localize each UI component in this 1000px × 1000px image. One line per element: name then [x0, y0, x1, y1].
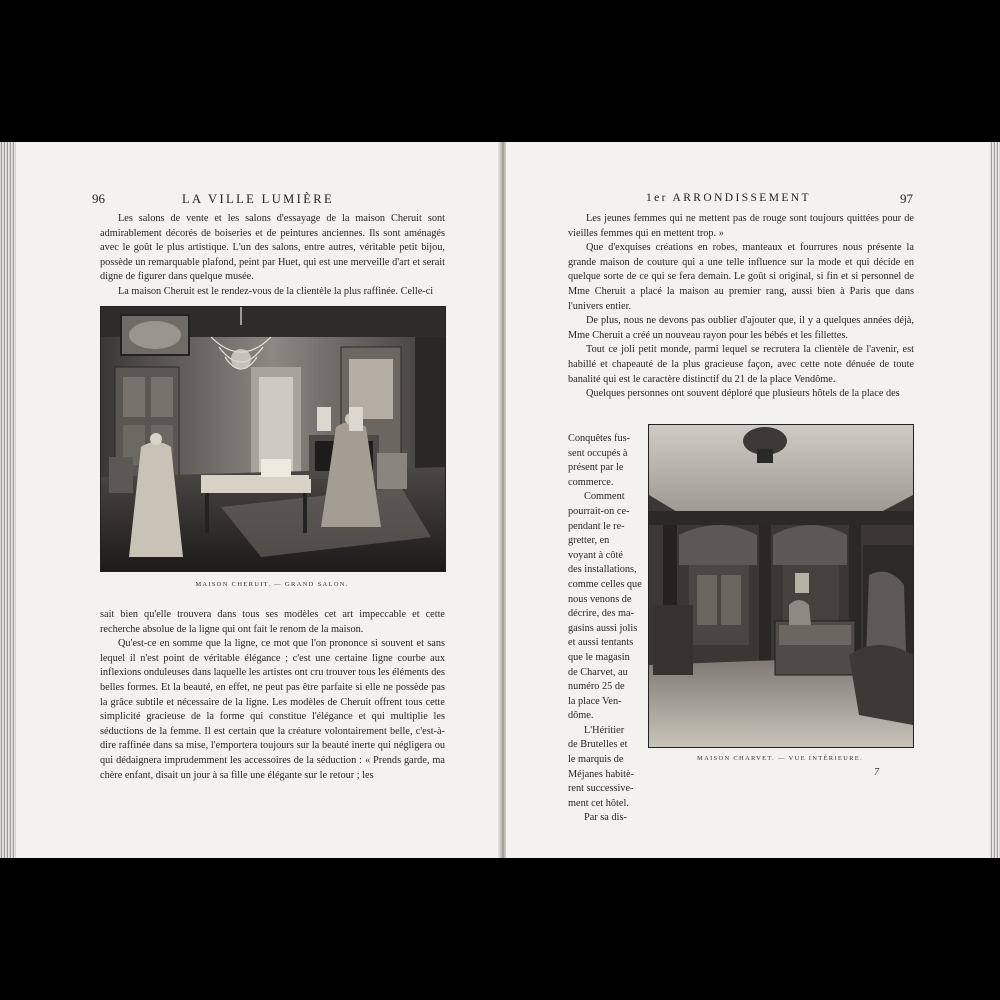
right-page — [506, 142, 990, 858]
column-line: que le magasin — [568, 651, 630, 663]
photo-maison-charvet — [648, 424, 914, 748]
paragraph: Quelques personnes ont souvent déploré que plusieurs hôtels de la place des — [586, 388, 900, 400]
column-line: de Charvet, au — [568, 666, 628, 678]
grand-salon-illustration — [101, 307, 445, 571]
column-line: des installations, — [568, 564, 637, 576]
column-line: ment cet hôtel. — [568, 797, 629, 809]
paragraph: De plus, nous ne devons pas oublier d'ajouter que, il y a quelques années déjà, Mme Cheruit a créé un nouveau rayon pour les bébés et les fillettes. — [568, 315, 914, 341]
left-page-number: 96 — [92, 191, 105, 206]
right-page-edges — [990, 142, 1000, 858]
right-page-number: 97 — [900, 191, 913, 206]
column-line: décrire, des ma- — [568, 608, 635, 620]
column-line: le marquis de — [568, 754, 624, 766]
left-top-text — [100, 212, 445, 300]
column-line: dôme. — [568, 710, 594, 722]
column-line: et aussi tentants — [568, 637, 634, 649]
column-line: voyant à côté — [568, 549, 623, 561]
photo-grand-salon — [100, 306, 446, 572]
column-line: gretter, en — [568, 535, 610, 547]
paragraph: Tout ce joli petit monde, parmi lequel se recrutera la clientèle de l'avenir, est habillé et chapeauté de la plus gracieuse façon, avec cette note dénuée de toute banalité qui est le caractère distinctif du 21 de la place Vendôme. — [568, 344, 914, 385]
right-column-text — [568, 432, 642, 826]
column-line: pourrait-on ce- — [568, 505, 630, 517]
paragraph: Que d'exquises créations en robes, manteaux et fourrures nous présente la grande maison de couture qui a une telle influence sur la mode et qui décide en quelque sorte de ce qui se fera demain. Le goût si original, si fin et si personnel de Mme Cheruit a placé la maison au premier rang, aussi bien à Paris que dans l'univers entier. — [568, 242, 914, 312]
paragraph: Les salons de vente et les salons d'essayage de la maison Cheruit sont admirablement décorés de boiseries et de peintures anciennes. Ils sont aménagés avec le goût le plus artistique. L'un des salons, entre autres, véritable petit bijou, possède un remarquable plafond, peint par Huet, qui est une merveille d'art et serait digne de figurer dans quelque musée. — [100, 213, 445, 283]
left-bottom-text — [100, 608, 445, 783]
caption-grand-salon: MAISON CHERUIT. — GRAND SALON. — [195, 581, 349, 588]
column-line: L'Héritier — [584, 724, 625, 736]
signature-mark: 7 — [874, 767, 879, 778]
right-running-head: 1er ARRONDISSEMENT — [646, 192, 811, 204]
right-top-text — [568, 212, 914, 402]
maison-charvet-illustration — [649, 425, 913, 747]
column-line: rent successive- — [568, 783, 634, 795]
column-line: pendant le re- — [568, 520, 625, 532]
column-line: Comment — [584, 491, 625, 503]
column-line: Conquêtes fus- — [568, 433, 631, 444]
paragraph: Qu'est-ce en somme que la ligne, ce mot que l'on prononce si souvent et sans lequel il n'est point de véritable élégance ; c'est une certaine ligne courbe aux inflexions onduleuses dans laquelle les artistes ont cru trouver tous les éléments des belles formes. Et la beauté, en effet, ne peut pas être parfaite si elle ne possède pas la grâce subtile et nécessaire de la ligne. Les modèles de Cheruit offrent tous cette simplicité gracieuse de la forme qui constitue l'élégance et qui multiplie les séductions de la femme. Il est certain que la créature volontairement belle, c'est-à-dire raffinée dans sa mise, l'emportera toujours sur la beauté inerte qui négligera ou qui dédaignera imprudemment les accessoires de la séduction : « Prends garde, ma chère enfant, disait un jour à sa fille une élégante sur le retour ; les — [100, 638, 445, 781]
left-page-edges — [0, 142, 16, 858]
column-line: Par sa dis- — [584, 812, 627, 824]
column-line: nous venons de — [568, 593, 632, 605]
left-page — [16, 142, 500, 858]
column-line: sent occupés à — [568, 447, 628, 459]
column-line: comme celles que — [568, 578, 642, 590]
paragraph: La maison Cheruit est le rendez-vous de la clientèle la plus raffinée. Celle-ci — [118, 285, 434, 297]
left-running-head: LA VILLE LUMIÈRE — [181, 192, 335, 206]
column-line: Méjanes habitè- — [568, 768, 635, 780]
paragraph: Les jeunes femmes qui ne mettent pas de rouge sont toujours quittées pour de vieilles femmes qui en mettent trop. » — [568, 213, 914, 239]
column-line: numéro 25 de — [568, 681, 625, 693]
column-line: la place Ven- — [568, 695, 622, 707]
column-line: commerce. — [568, 476, 614, 488]
column-line: gasins aussi jolis — [568, 622, 638, 634]
paragraph: sait bien qu'elle trouvera dans tous ses modèles cet art impeccable et cette recherche absolue de la ligne qui ont fait le renom de la maison. — [100, 609, 445, 635]
caption-maison-charvet: MAISON CHARVET. — VUE INTÉRIEURE. — [697, 755, 863, 762]
column-line: de Brutelles et — [568, 739, 628, 751]
column-line: présent par le — [568, 462, 624, 474]
